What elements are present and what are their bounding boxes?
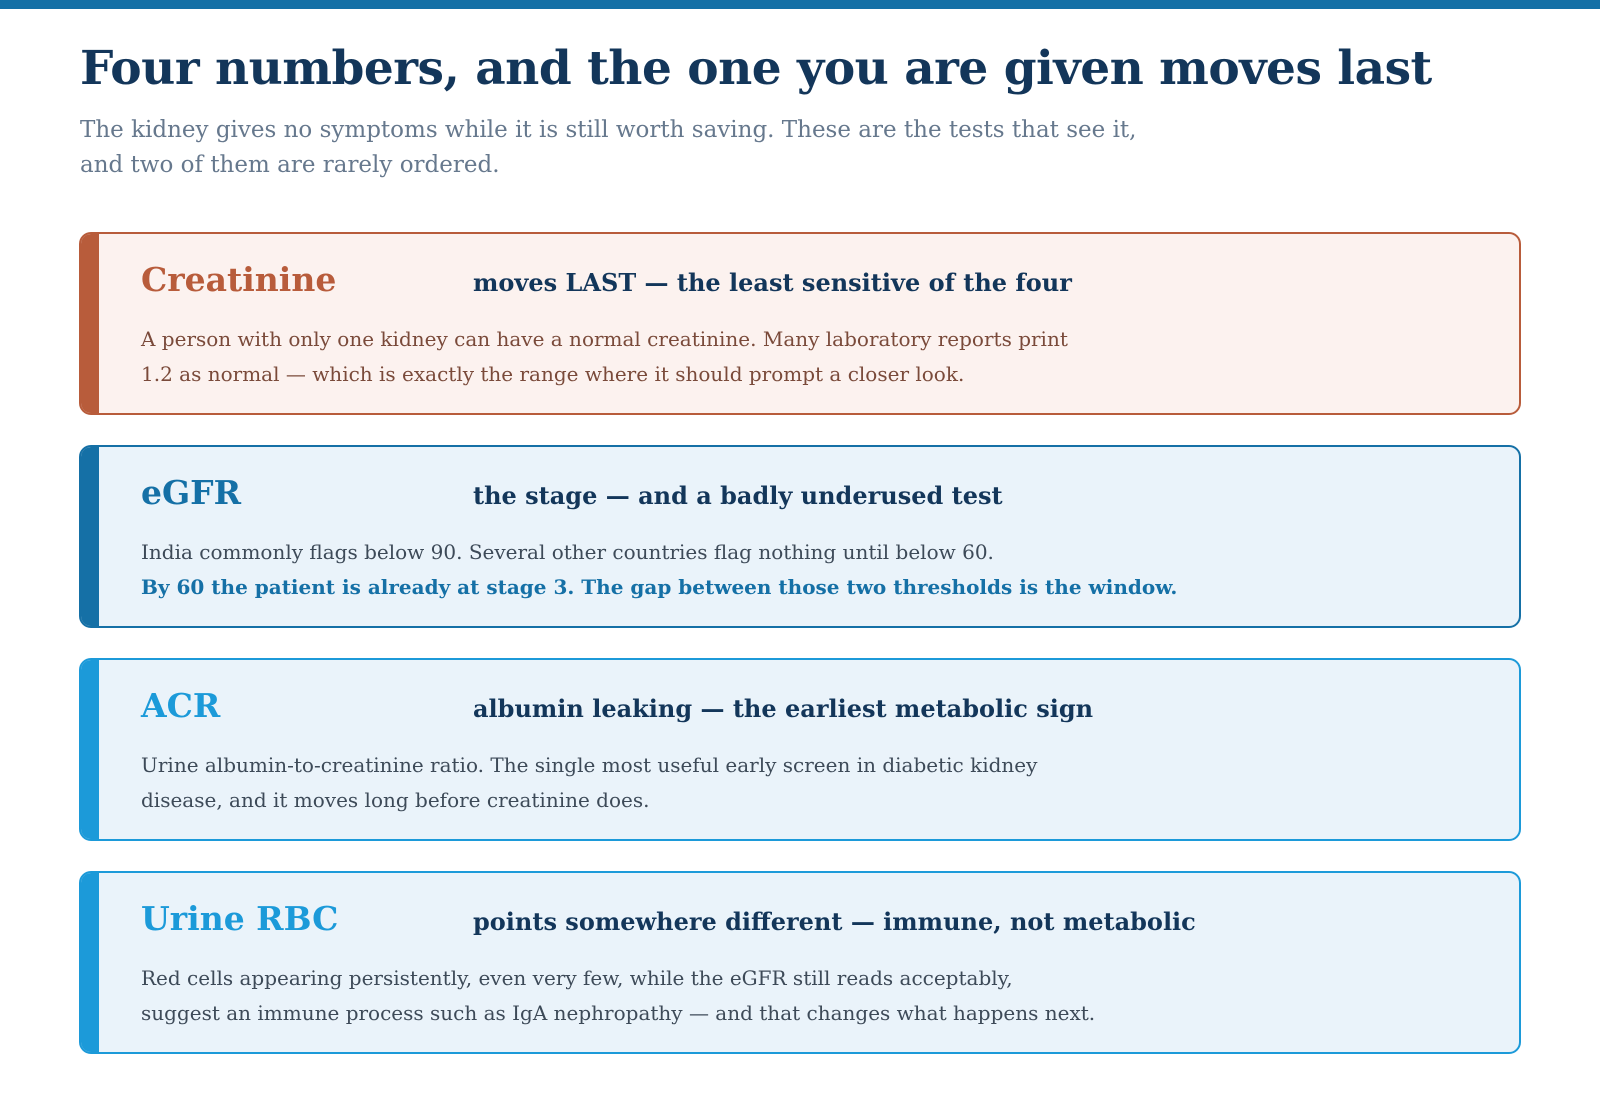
card-description (141, 322, 1501, 392)
card-tagline: moves LAST — the least sensitive of the four (473, 268, 1072, 297)
card-description-line: disease, and it moves long before creatinine does. (141, 788, 650, 812)
card-emphasis-line: By 60 the patient is already at stage 3. The gap between those two thresholds is the window. (141, 575, 1178, 599)
subtitle-line: and two of them are rarely ordered. (80, 152, 500, 178)
card-accent-stripe (81, 234, 99, 413)
card-tagline: the stage — and a badly underused test (473, 481, 1003, 510)
card-description (141, 535, 1501, 605)
card-test-name: ACR (141, 686, 221, 725)
card-test-name: Urine RBC (141, 899, 339, 938)
card-description-line: A person with only one kidney can have a normal creatinine. Many laboratory reports print (141, 327, 1068, 351)
card-description-line: 1.2 as normal — which is exactly the range where it should prompt a closer look. (141, 362, 965, 386)
subtitle-line: The kidney gives no symptoms while it is still worth saving. These are the tests that see it, (80, 117, 1137, 143)
card-tagline: albumin leaking — the earliest metabolic sign (473, 694, 1094, 723)
card-description-line: suggest an immune process such as IgA nephropathy — and that changes what happens next. (141, 1001, 1096, 1025)
test-card-acr (79, 658, 1521, 841)
top-accent-bar (0, 0, 1600, 9)
card-description-line: Urine albumin-to-creatinine ratio. The single most useful early screen in diabetic kidney (141, 753, 1038, 777)
card-accent-stripe (81, 873, 99, 1052)
card-description-line: India commonly flags below 90. Several other countries flag nothing until below 60. (141, 540, 994, 564)
card-test-name: eGFR (141, 473, 242, 512)
page-title: Four numbers, and the one you are given moves last (80, 41, 1432, 96)
test-card-egfr (79, 445, 1521, 628)
test-card-urine-rbc (79, 871, 1521, 1054)
page-subtitle (80, 113, 1200, 183)
card-test-name: Creatinine (141, 260, 337, 299)
card-description (141, 748, 1501, 818)
card-description-line: Red cells appearing persistently, even very few, while the eGFR still reads acceptably, (141, 966, 1013, 990)
test-card-creatinine (79, 232, 1521, 415)
card-accent-stripe (81, 447, 99, 626)
card-accent-stripe (81, 660, 99, 839)
card-tagline: points somewhere different — immune, not metabolic (473, 907, 1196, 936)
card-description (141, 961, 1501, 1031)
